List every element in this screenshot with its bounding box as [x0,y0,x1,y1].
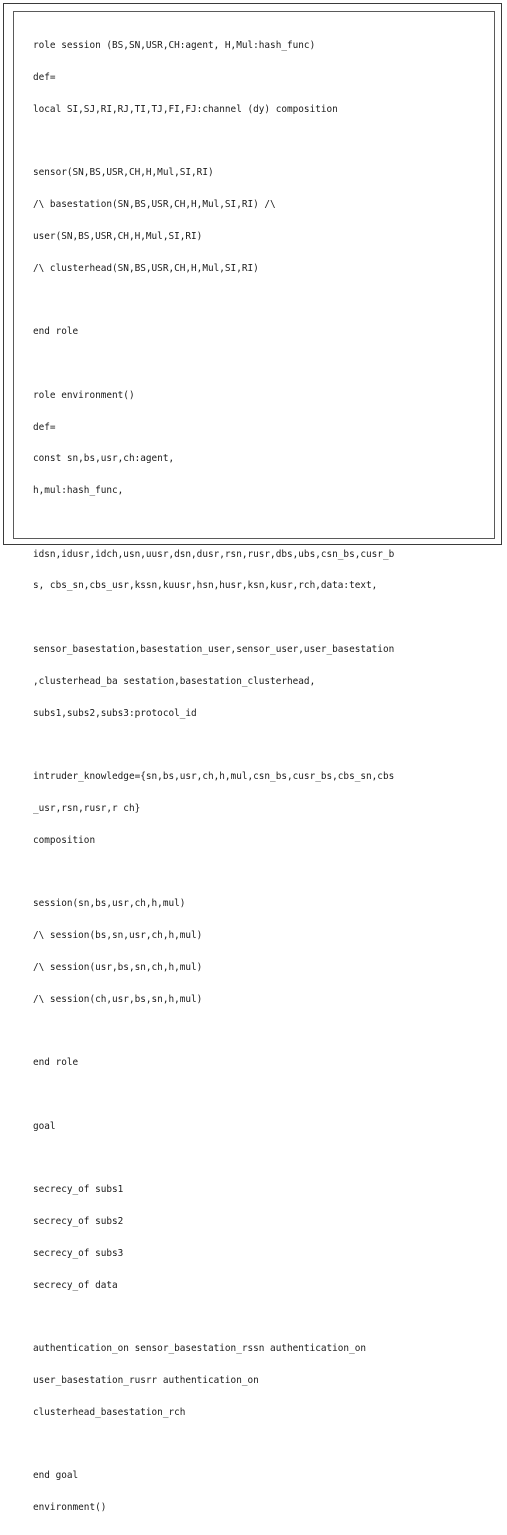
code-line [33,1312,473,1323]
code-line: end goal [33,1470,79,1482]
code-line: composition [33,834,96,846]
code-line: authentication_on sensor_basestation_rssn authentication_on [33,1343,367,1355]
code-line: local SI,SJ,RI,RJ,TI,TJ,FI,FJ:channel (dy) composition [33,103,338,115]
code-listing [33,20,473,1535]
code-line [33,1440,473,1451]
code-line [33,868,473,879]
code-line: end role [33,326,79,338]
code-line: sensor_basestation,basestation_user,sensor_user,user_basestation [33,644,395,656]
code-line: /\ session(bs,sn,usr,ch,h,mul) [33,930,203,942]
code-line: sensor(SN,BS,USR,CH,H,Mul,SI,RI) [33,167,214,179]
code-line: def= [33,421,56,433]
code-panel [13,11,495,1514]
code-line: /\ session(usr,bs,sn,ch,h,mul) [33,961,203,973]
code-line: secrecy_of subs2 [33,1216,124,1228]
code-line [33,295,473,306]
code-line: /\ clusterhead(SN,BS,USR,CH,H,Mul,SI,RI) [33,262,259,274]
code-line: def= [33,71,56,83]
code-line: /\ basestation(SN,BS,USR,CH,H,Mul,SI,RI) /\ [33,199,276,211]
code-line: secrecy_of subs1 [33,1184,124,1196]
code-line [33,740,473,751]
code-line: role session (BS,SN,USR,CH:agent, H,Mul:hash_func) [33,40,316,52]
code-line [33,137,473,148]
code-line: subs1,subs2,subs3:protocol_id [33,707,197,719]
code-line [33,359,473,370]
code-line: secrecy_of data [33,1279,118,1291]
code-line: h,mul:hash_func, [33,485,124,497]
code-line: user_basestation_rusrr authentication_on [33,1375,259,1386]
code-line: _usr,rsn,rusr,r ch} [33,802,141,814]
code-line [33,1026,473,1037]
code-line: role environment() [33,389,135,401]
code-line: session(sn,bs,usr,ch,h,mul) [33,898,186,910]
code-line [33,1090,473,1101]
code-line: user(SN,BS,USR,CH,H,Mul,SI,RI) [33,230,203,242]
code-line: s, cbs_sn,cbs_usr,kssn,kuusr,hsn,husr,ksn,kusr,rch,data:text, [33,580,378,592]
code-line: secrecy_of subs3 [33,1247,124,1259]
code-line: clusterhead_basestation_rch [33,1406,186,1418]
code-line: idsn,idusr,idch,usn,uusr,dsn,dusr,rsn,rusr,dbs,ubs,csn_bs,cusr_b [33,548,395,560]
code-line [33,1154,473,1165]
code-line: intruder_knowledge={sn,bs,usr,ch,h,mul,csn_bs,cusr_bs,cbs_sn,cbs [33,771,395,783]
code-line: const sn,bs,usr,ch:agent, [33,453,175,465]
code-line: ,clusterhead_ba sestation,basestation_clusterhead, [33,675,316,687]
code-line: /\ session(ch,usr,bs,sn,h,mul) [33,993,203,1005]
code-line: environment() [33,1502,107,1514]
code-line [33,518,473,529]
code-line [33,613,473,624]
outer-frame [3,3,502,1514]
code-line: goal [33,1120,56,1132]
code-line: end role [33,1057,79,1069]
